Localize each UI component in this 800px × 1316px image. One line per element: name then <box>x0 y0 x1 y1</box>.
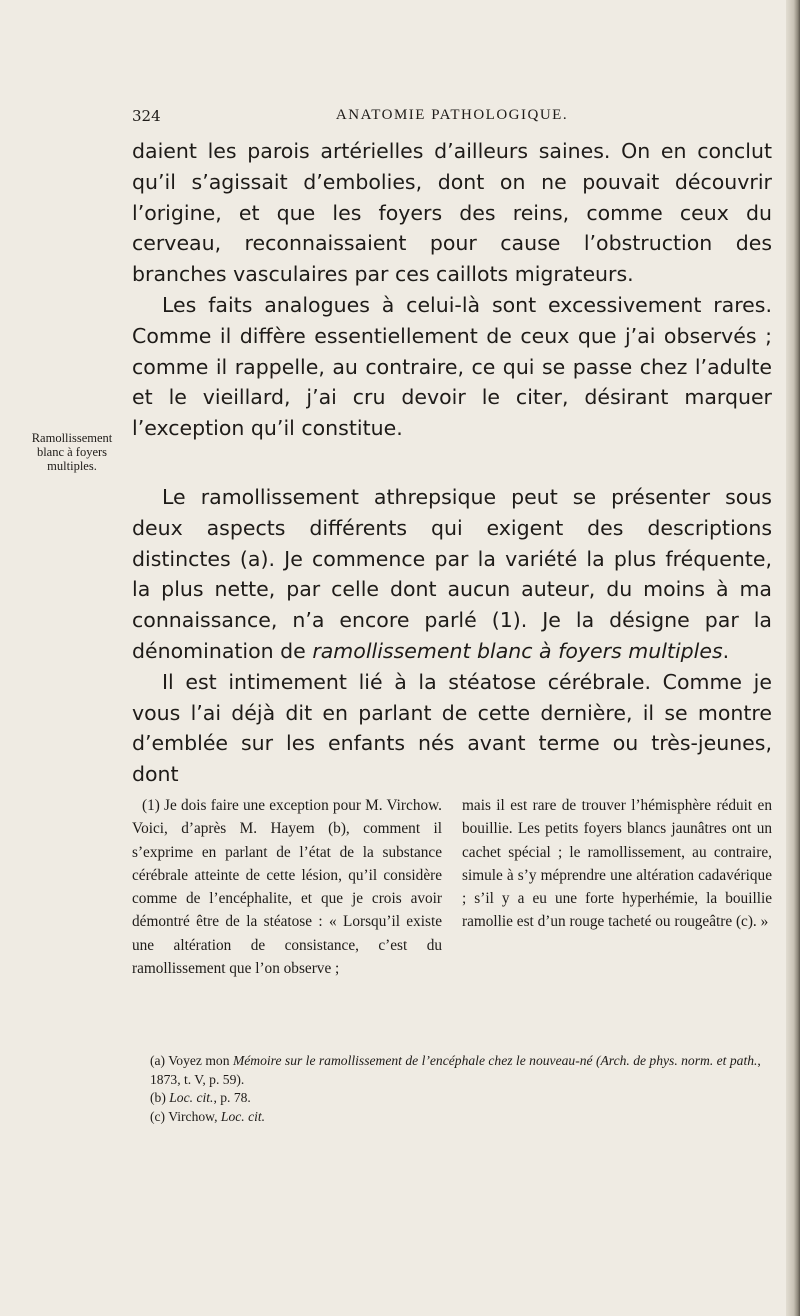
reference-c-prefix: (c) Virchow, <box>150 1108 221 1124</box>
paragraph-2: Les faits analogues à celui-là sont excessivement rares. Comme il diffère essentiellement de ceux que j’ai observés ; comme il rappelle, au contraire, ce qui se passe chez l’adulte et le vieillard, j’ai cru devoir le citer, désirant marquer l’exception qu’il constitue. <box>132 292 772 441</box>
margin-note: Ramollissement blanc à foyers multiples. <box>31 431 113 473</box>
reference-c-title: Loc. cit. <box>220 1108 266 1124</box>
paragraph-3-text: Le ramollissement athrepsique peut se présenter sous deux aspects différents qui exigent des descriptions distinctes (a). Je commence par la variété la plus fréquente, la plus nette, par celle dont aucun auteur, du moins à ma connaissance, n’a encore parlé (1). Je la désigne par la dénomination de <box>132 484 772 663</box>
reference-notes <box>150 1052 770 1126</box>
reference-b-prefix: (b) <box>150 1090 170 1106</box>
reference-a <box>150 1052 770 1089</box>
main-text <box>132 136 772 790</box>
footnote-column-left <box>132 794 442 980</box>
footnote-block <box>132 794 772 980</box>
footnote-1-part-1: (1) Je dois faire une exception pour M. Virchow. Voici, d’après M. Hayem (b), comment il s’exprime en parlant de l’état de la substance cérébrale atteinte de cette lésion, qu’il considère comme de l’encéphalite, et que je crois avoir démontré être de la stéatose : « Lorsqu’il existe une altération de consistance, c’est du ramollissement que l’on observe ; <box>132 797 442 978</box>
page-number: 324 <box>132 107 161 125</box>
paragraph-4: Il est intimement lié à la stéatose cérébrale. Comme je vous l’ai déjà dit en parlant de cette dernière, il se montre d’emblée sur les enfants nés avant terme ou très-jeunes, dont <box>132 669 772 787</box>
reference-b <box>150 1089 770 1108</box>
footnote-1-part-2: mais il est rare de trouver l’hémisphère réduit en bouillie. Les petits foyers blancs jaunâtres ont un cachet spécial ; le ramollissement, au contraire, simule à s’y méprendre une altération cadavérique ; s’il y a eu une forte hyperhémie, la bouillie ramollie est d’un rouge tacheté ou rougeâtre (c). » <box>462 797 772 931</box>
reference-a-title: Mémoire sur le ramollissement de l’encéphale chez le nouveau-né (Arch. de phys. norm. et path. <box>232 1053 758 1068</box>
reference-a-prefix: (a) Voyez mon <box>150 1053 233 1068</box>
reference-a-suffix: , 1873, t. V, p. 59). <box>150 1053 761 1087</box>
page-header <box>132 107 772 131</box>
paragraph-gap <box>132 444 772 482</box>
paragraph-3-end: . <box>722 638 730 663</box>
running-title: ANATOMIE PATHOLOGIQUE. <box>335 107 569 123</box>
reference-b-title: Loc. cit. <box>169 1090 214 1106</box>
paragraph-1: daient les parois artérielles d’ailleurs saines. On en conclut qu’il s’agissait d’embolies, dont on ne pouvait découvrir l’origine, et que les foyers des reins, comme ceux du cerveau, reconnaissaient pour cause l’obstruction des branches vasculaires par ces caillots migrateurs. <box>132 139 772 287</box>
reference-b-suffix: , p. 78. <box>213 1090 251 1106</box>
paragraph-3-term: ramollissement blanc à foyers multiples <box>312 638 723 663</box>
reference-c <box>150 1108 770 1127</box>
footnote-column-right <box>462 794 772 980</box>
paragraph-3 <box>132 482 772 667</box>
page-edge-shadow <box>786 0 800 1316</box>
